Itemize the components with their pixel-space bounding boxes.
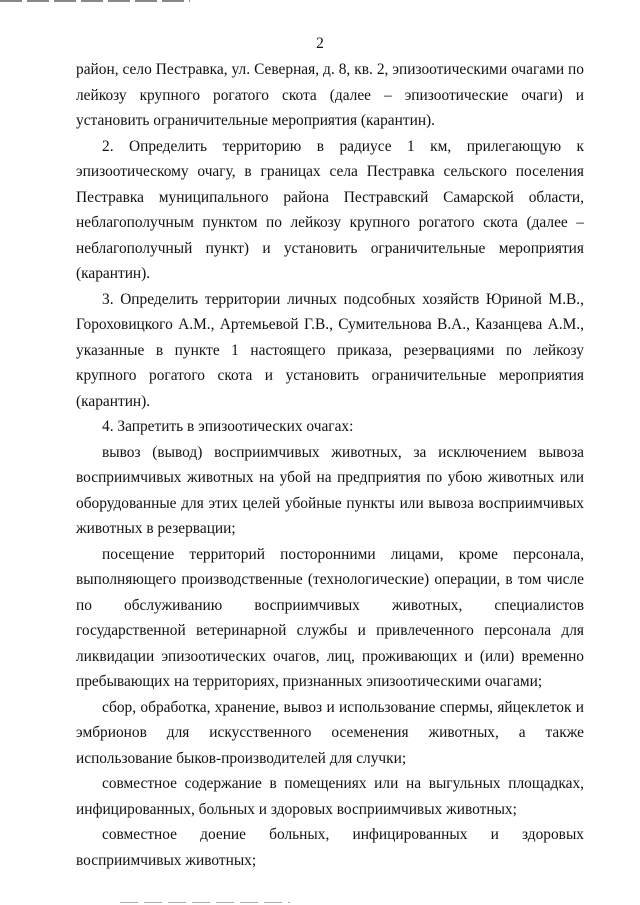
- prohibition-item-visits: посещение территорий посторонними лицами, кроме персонала, выполняющего производственные (технологические) операции, в том числе по обслуживанию восприимчивых животных, специалистов государственной ветеринарной службы и привлеченного персонала для ликвидации эпизоотических очагов, лиц, проживающих и (или) временно пребывающих на территориях, признанных эпизоотическими очагами;: [76, 545, 584, 690]
- paragraph-2-infected-area: 2. Определить территорию в радиусе 1 км, прилегающую к эпизоотическому очагу, в границах села Пестравка сельского поселения Пестравка муниципального района Пестравский Самарской области, неблагополучным пунктом по лейкозу крупного рогатого скота (далее – неблагополучный пункт) и установить ограничительные мероприятия (карантин).: [76, 137, 584, 282]
- paragraph-1-continuation: район, село Пестравка, ул. Северная, д. 8, кв. 2, эпизоотическими очагами по лейкозу крупного рогатого скота (далее – эпизоотические очаги) и установить ограничительные мероприятия (карантин).: [76, 61, 584, 129]
- paragraph-4-prohibitions-heading: 4. Запретить в эпизоотических очагах:: [102, 418, 354, 435]
- scan-artifact-bottom: [120, 902, 290, 903]
- prohibition-item-export: вывоз (вывод) восприимчивых животных, за исключением вывоза восприимчивых животных на убой на предприятия по убою животных или оборудованные для этих целей убойные пункты или вывоза восприимчивых животных в резервации;: [76, 443, 584, 537]
- scan-artifact-top: [0, 0, 190, 2]
- paragraph-3-reservations: 3. Определить территории личных подсобных хозяйств Юриной М.В., Гороховицкого А.М., Артемьевой Г.В., Сумительнова В.А., Казанцева А.М., указанные в пункте 1 настоящего приказа, резервациями по лейкозу крупного рогатого скота и установить ограничительные мероприятия (карантин).: [76, 290, 584, 410]
- document-body: [76, 57, 584, 873]
- prohibition-item-joint-milking: совместное доение больных, инфицированных и здоровых восприимчивых животных;: [76, 826, 584, 869]
- page-number: 2: [316, 35, 324, 52]
- prohibition-item-semen: сбор, обработка, хранение, вывоз и использование спермы, яйцеклеток и эмбрионов для искусственного осеменения животных, а также использование быков-производителей для случки;: [76, 698, 584, 767]
- prohibition-item-joint-keeping: совместное содержание в помещениях или на выгульных площадках, инфицированных, больных и здоровых восприимчивых животных;: [76, 775, 584, 818]
